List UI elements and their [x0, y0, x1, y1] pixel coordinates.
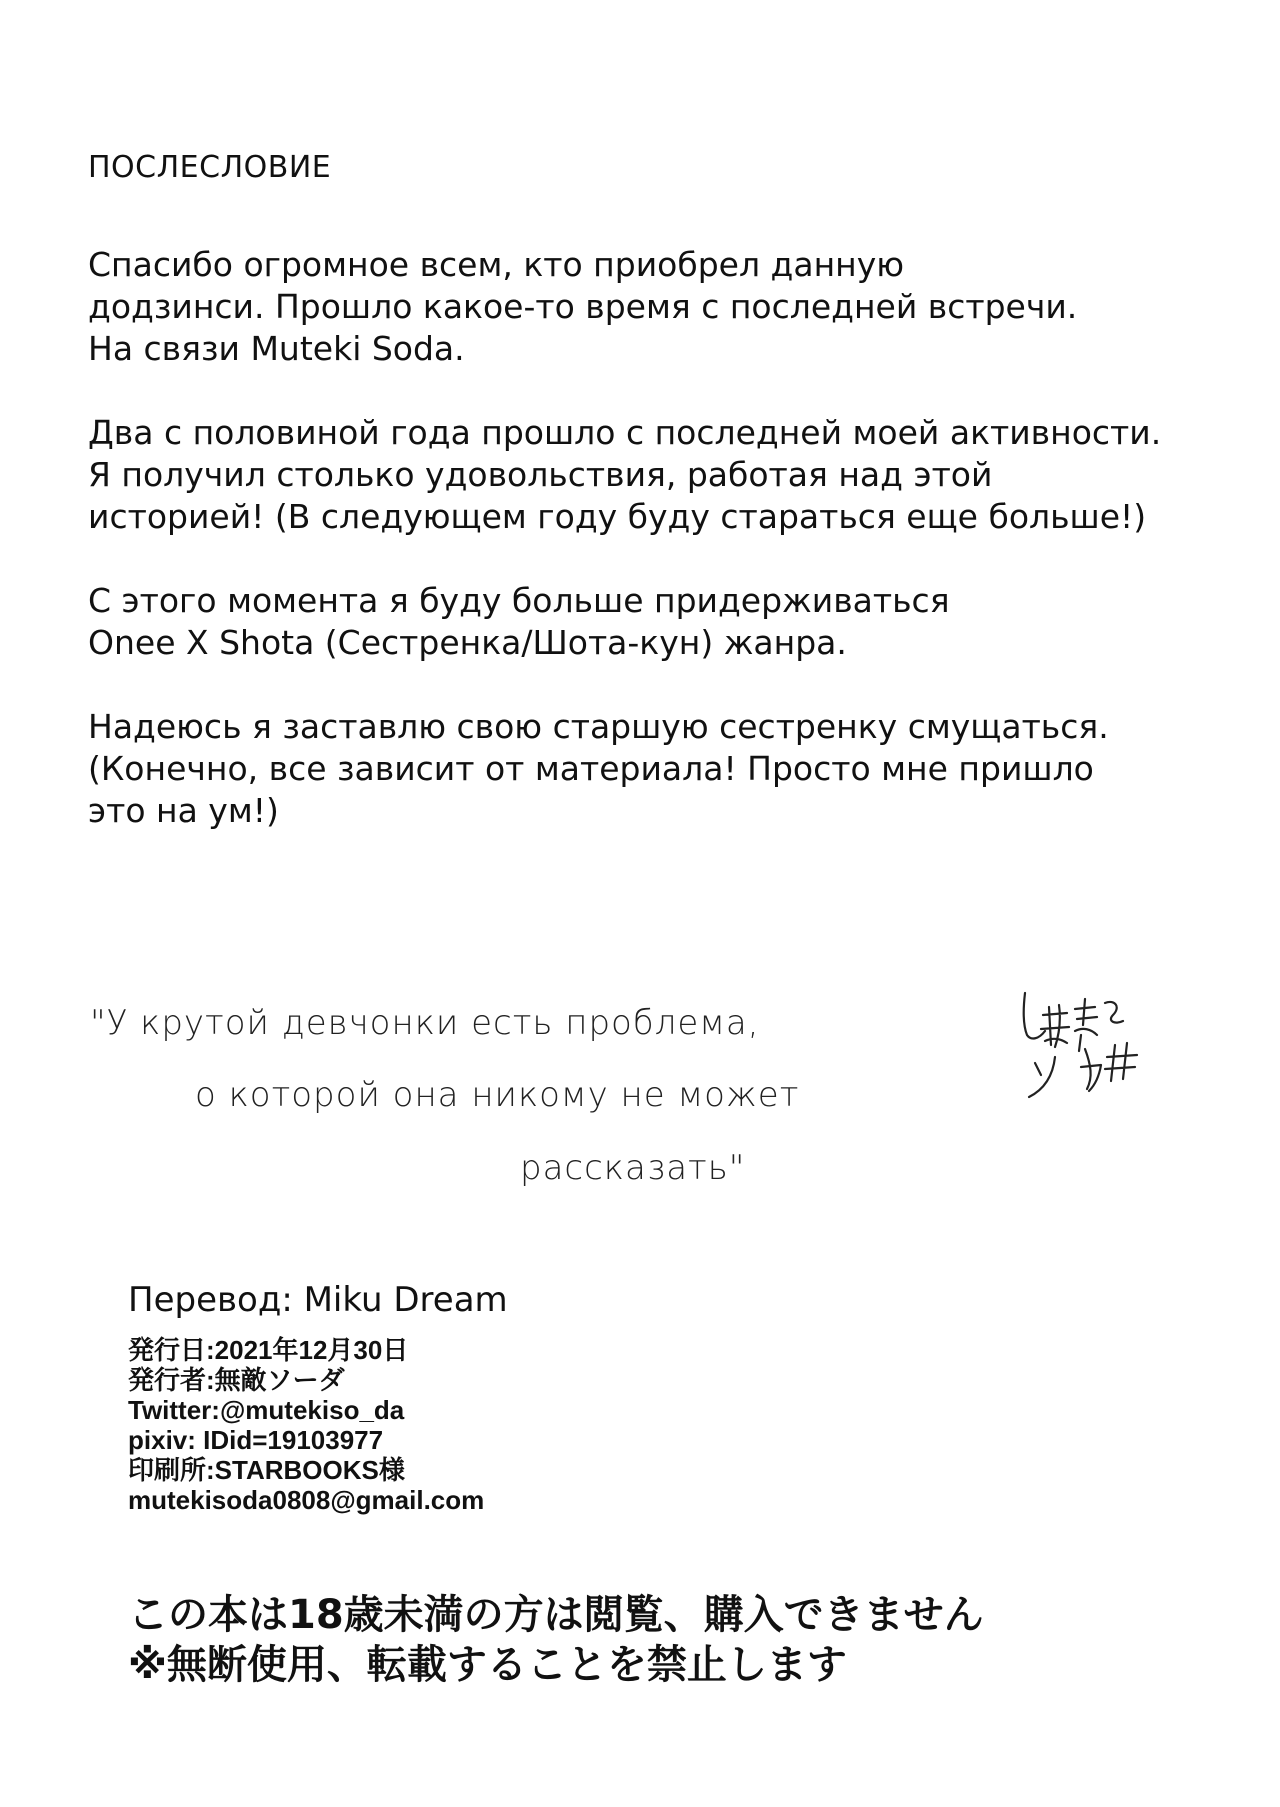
- paragraph-line: С этого момента я буду больше придерживаться: [88, 581, 950, 620]
- paragraph-line: На связи Muteki Soda.: [88, 329, 465, 368]
- credits-section: [128, 1280, 508, 1515]
- publication-info: [128, 1335, 508, 1515]
- contact-email: mutekisoda0808@gmail.com: [128, 1484, 485, 1515]
- age-warning: [128, 1590, 984, 1690]
- paragraph-line: додзинси. Прошло какое-то время с последней встречи.: [88, 287, 1078, 326]
- paragraph-line: (Конечно, все зависит от материала! Просто мне пришло: [88, 749, 1094, 788]
- quote-line-2: о которой она никому не может: [195, 1075, 800, 1115]
- paragraph-line: историей! (В следующем году буду стараться еще больше!): [88, 497, 1147, 536]
- paragraph-line: Я получил столько удовольствия, работая над этой: [88, 455, 993, 494]
- quote-line-1: "У крутой девчонки есть проблема,: [90, 1003, 760, 1043]
- paragraph-line: это на ум!): [88, 791, 279, 830]
- afterword-paragraph-2: [88, 412, 1228, 538]
- paragraph-line: Спасибо огромное всем, кто приобрел данную: [88, 245, 905, 284]
- handwritten-signature-icon: [1015, 985, 1165, 1105]
- warning-line-2: ※無断使用、転載することを禁止します: [128, 1642, 847, 1688]
- afterword-paragraph-3: [88, 580, 1228, 664]
- afterword-paragraph-1: [88, 244, 1228, 370]
- paragraph-line: Onee X Shota (Сестренка/Шота-кун) жанра.: [88, 623, 847, 662]
- paragraph-line: Два с половиной года прошло с последней моей активности.: [88, 413, 1162, 452]
- warning-line-1: この本は18歳未満の方は閲覧、購入できません: [128, 1592, 984, 1638]
- pixiv-id: pixiv: IDid=19103977: [128, 1424, 384, 1455]
- afterword-section: [88, 150, 1228, 874]
- publish-date: 発行日:2021年12月30日: [128, 1334, 409, 1365]
- printer: 印刷所:STARBOOKS様: [128, 1454, 405, 1485]
- publisher: 発行者:無敵ソーダ: [128, 1364, 345, 1395]
- quote-line-3: рассказать": [520, 1148, 746, 1188]
- translator-credit: Перевод: Miku Dream: [128, 1280, 508, 1320]
- afterword-heading: ПОСЛЕСЛОВИЕ: [88, 150, 332, 185]
- paragraph-line: Надеюсь я заставлю свою старшую сестренку смущаться.: [88, 707, 1109, 746]
- afterword-paragraph-4: [88, 706, 1228, 832]
- twitter-handle: Twitter:@mutekiso_da: [128, 1394, 405, 1425]
